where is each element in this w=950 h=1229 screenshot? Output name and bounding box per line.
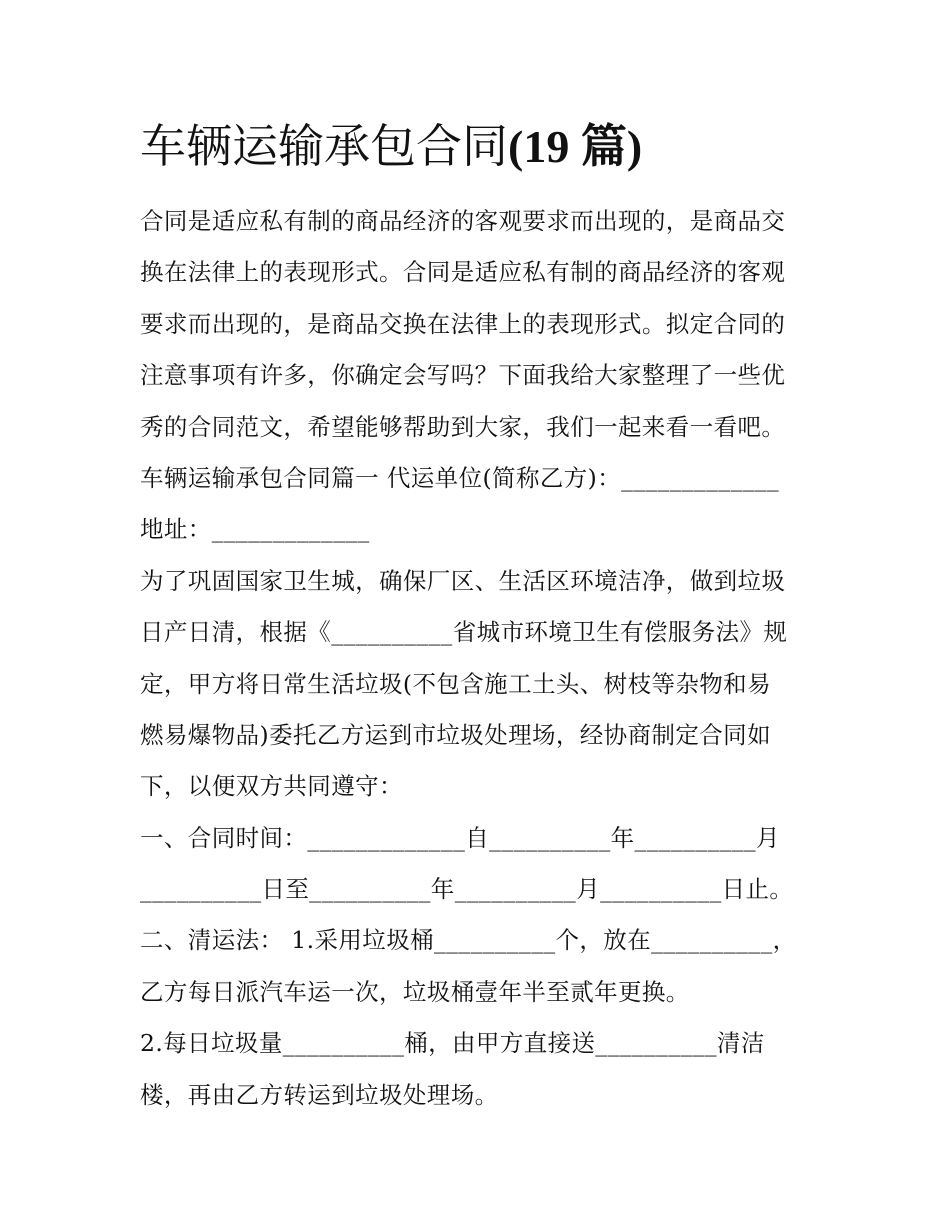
document-title-suffix: (19 篇) xyxy=(508,121,643,172)
paragraph-line: 日产日清，根据《__________省城市环境卫生有偿服务法》规 xyxy=(140,618,788,647)
section-heading-line: 车辆运输承包合同篇一 代运单位(简称乙方)：_____________ xyxy=(140,463,780,492)
paragraph-line: 合同是适应私有制的商品经济的客观要求而出现的，是商品交 xyxy=(140,207,786,235)
paragraph-line: 注意事项有许多，你确定会写吗？下面我给大家整理了一些优 xyxy=(140,361,786,390)
address-line: 地址：_____________ xyxy=(140,515,370,544)
clause-line: 2.每日垃圾量__________桶，由甲方直接送__________清洁 xyxy=(140,1029,765,1058)
clause-line: 二、清运法： 1.采用垃圾桶__________个，放在__________， xyxy=(140,926,797,955)
clause-line: __________日至__________年__________月__________日止。 xyxy=(140,875,794,904)
document-title-main: 车辆运输承包合同 xyxy=(140,119,508,173)
paragraph-line: 为了巩固国家卫生城，确保厂区、生活区环境洁净，做到垃圾 xyxy=(140,566,786,595)
document-body xyxy=(140,196,820,1121)
paragraph-line: 换在法律上的表现形式。合同是适应私有制的商品经济的客观 xyxy=(140,258,786,287)
document-title xyxy=(140,116,840,177)
clause-line: 一、合同时间：_____________自__________年__________月 xyxy=(140,823,780,852)
paragraph-line: 燃易爆物品)委托乙方运到市垃圾处理场，经协商制定合同如 xyxy=(140,720,771,749)
clause-line: 楼，再由乙方转运到垃圾处理场。 xyxy=(140,1080,499,1109)
paragraph-line: 要求而出现的，是商品交换在法律上的表现形式。拟定合同的 xyxy=(140,309,786,338)
paragraph-line: 秀的合同范文，希望能够帮助到大家，我们一起来看一看吧。 xyxy=(140,412,786,441)
clause-line: 乙方每日派汽车运一次，垃圾桶壹年半至贰年更换。 xyxy=(140,977,690,1006)
paragraph-line: 下，以便双方共同遵守： xyxy=(140,772,403,801)
paragraph-line: 定，甲方将日常生活垃圾(不包含施工土头、树枝等杂物和易 xyxy=(140,669,771,698)
